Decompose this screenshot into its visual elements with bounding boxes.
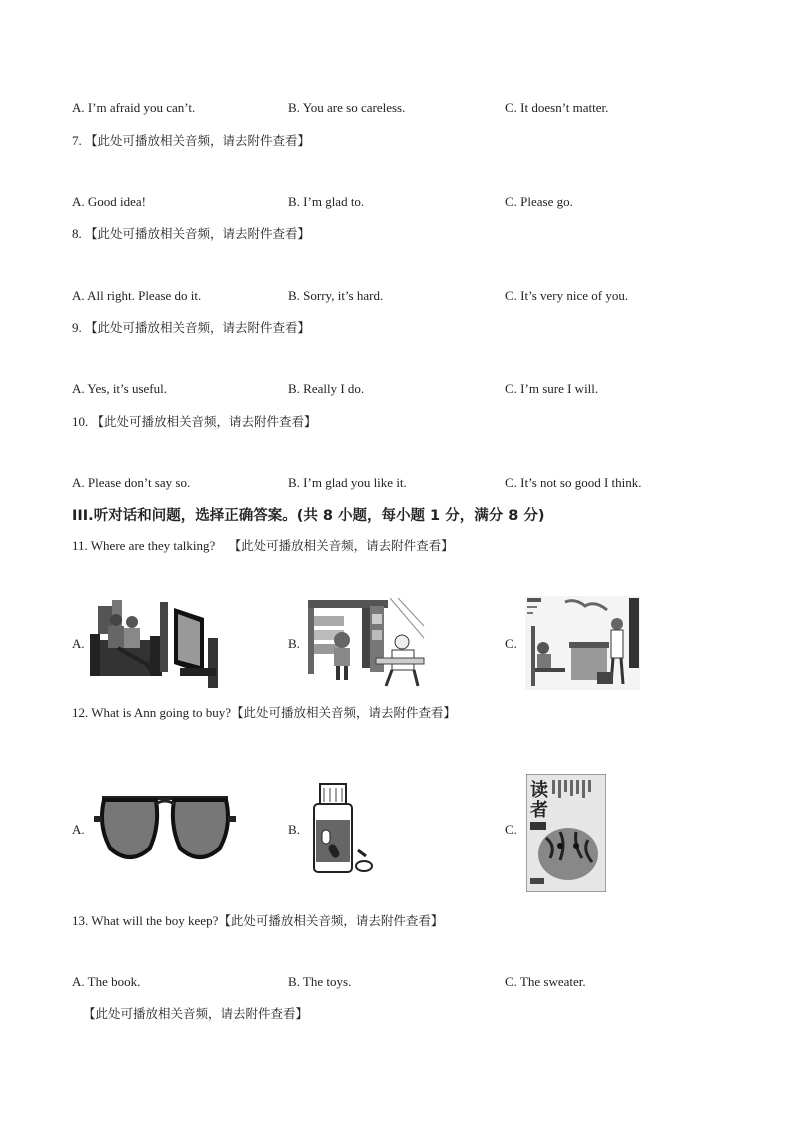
q12-label-c: C. (505, 822, 517, 837)
q11-question (72, 536, 454, 554)
q9-audio-note[interactable]: 【此处可播放相关音频，请去附件查看】 (85, 320, 311, 335)
q12-audio-note[interactable]: 【此处可播放相关音频，请去附件查看】 (231, 705, 457, 720)
office-icon (525, 596, 640, 690)
q8-audio-note[interactable]: 【此处可播放相关音频，请去附件查看】 (85, 226, 311, 241)
q6-option-b: B. You are so careless. (288, 100, 406, 115)
q7-audio-note[interactable]: 【此处可播放相关音频，请去附件查看】 (85, 133, 311, 148)
q11-label-b: B. (288, 636, 300, 651)
medicine-bottle-icon (306, 780, 378, 876)
q9-option-c: C. I’m sure I will. (505, 381, 599, 396)
q9-option-a: A. Yes, it’s useful. (72, 381, 167, 396)
q10-number: 10. (72, 414, 89, 429)
q13-option-b: B. The toys. (288, 974, 352, 989)
q6-option-a: A. I’m afraid you can’t. (72, 100, 196, 115)
q8-option-b: B. Sorry, it’s hard. (288, 288, 384, 303)
q11-question-text: 11. Where are they talking? (72, 538, 216, 553)
q13-option-a: A. The book. (72, 974, 141, 989)
q8-number: 8. (72, 226, 82, 241)
cinema-icon (88, 598, 223, 690)
q10-option-b: B. I’m glad you like it. (288, 475, 407, 490)
svg-text:读: 读 (530, 780, 548, 801)
q8-option-a: A. All right. Please do it. (72, 288, 202, 303)
q9-option-b: B. Really I do. (288, 381, 365, 396)
q8-option-c: C. It’s very nice of you. (505, 288, 629, 303)
q9-question (72, 318, 310, 336)
q13-question (72, 911, 443, 929)
q11-label-c: C. (505, 636, 517, 651)
q11-label-a: A. (72, 636, 85, 651)
magazine-icon (526, 774, 606, 892)
q12-question-text: 12. What is Ann going to buy? (72, 705, 232, 720)
sunglasses-icon (94, 786, 236, 866)
q7-option-b: B. I’m glad to. (288, 194, 365, 209)
q7-option-a: A. Good idea! (72, 194, 147, 209)
q11-audio-note[interactable]: 【此处可播放相关音频，请去附件查看】 (228, 538, 454, 553)
q13-option-c: C. The sweater. (505, 974, 586, 989)
q10-option-a: A. Please don’t say so. (72, 475, 191, 490)
q8-question (72, 224, 310, 242)
q12-label-a: A. (72, 822, 85, 837)
q10-option-c: C. It’s not so good I think. (505, 475, 642, 490)
library-icon (306, 598, 426, 688)
q12-label-b: B. (288, 822, 300, 837)
q13-question-text: 13. What will the boy keep? (72, 913, 219, 928)
q6-option-c: C. It doesn’t matter. (505, 100, 609, 115)
q9-number: 9. (72, 320, 82, 335)
section-3-heading: III.听对话和问题，选择正确答案。(共 8 小题，每小题 1 分，满分 8 分) (72, 508, 545, 524)
q7-question (72, 131, 310, 149)
q10-audio-note[interactable]: 【此处可播放相关音频，请去附件查看】 (91, 414, 317, 429)
q12-question (72, 703, 456, 721)
q7-number: 7. (72, 133, 82, 148)
q14-audio-note[interactable]: 【此处可播放相关音频，请去附件查看】 (83, 1006, 309, 1021)
svg-text:者: 者 (530, 800, 548, 821)
q13-audio-note[interactable]: 【此处可播放相关音频，请去附件查看】 (218, 913, 444, 928)
q10-question (72, 412, 317, 430)
q7-option-c: C. Please go. (505, 194, 573, 209)
